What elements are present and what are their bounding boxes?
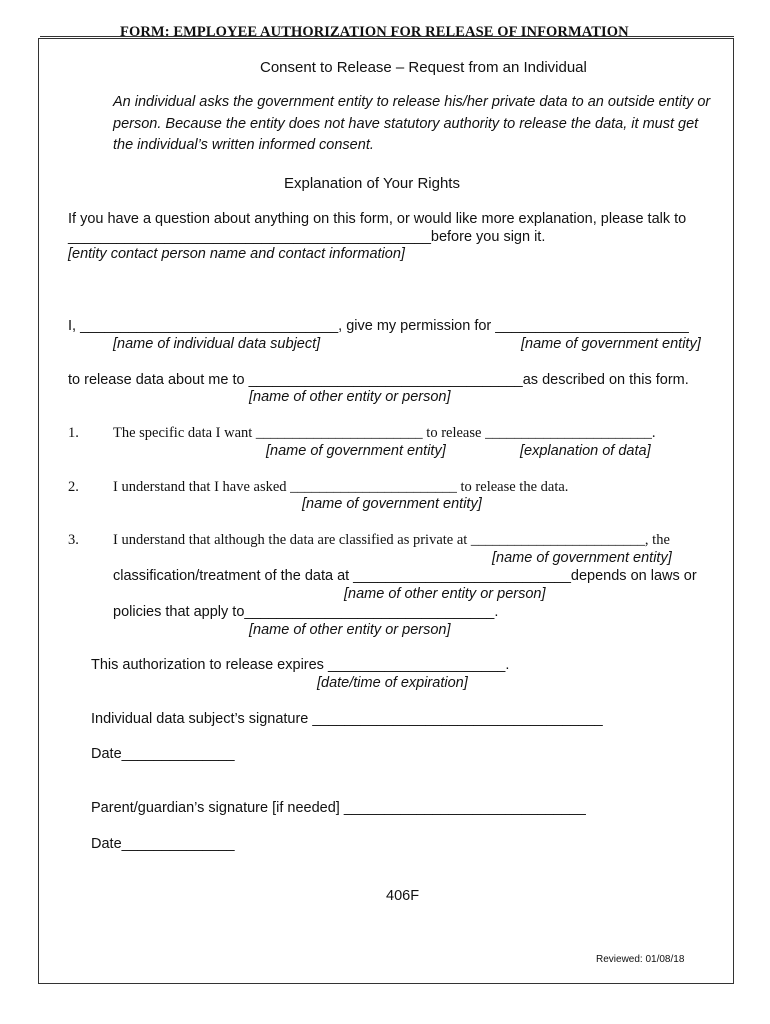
other-entity-label: [name of other entity or person]	[249, 389, 451, 405]
rights-heading: Explanation of Your Rights	[284, 175, 460, 192]
subject-name-label: [name of individual data subject]	[113, 336, 321, 352]
reviewed-date: Reviewed: 01/08/18	[596, 954, 685, 965]
item-3-number: 3.	[68, 532, 79, 548]
item-2-text[interactable]: I understand that I have asked _______________________ to release the data.	[113, 479, 569, 495]
expiration-label: [date/time of expiration]	[317, 675, 468, 691]
contact-label: [entity contact person name and contact information]	[68, 246, 405, 262]
item-1-text[interactable]: The specific data I want _______________________ to release _______________________.	[113, 425, 656, 441]
release-to-line[interactable]: to release data about me to __________________________________as described on this form.	[68, 372, 689, 388]
expiration-line[interactable]: This authorization to release expires ______________________.	[91, 657, 510, 673]
guardian-date-line[interactable]: Date______________	[91, 836, 235, 852]
title-underline	[40, 36, 734, 37]
item-2-number: 2.	[68, 479, 79, 495]
contact-blank-line[interactable]: _____________________________________________before you sign it.	[68, 229, 546, 245]
item-3-text[interactable]: I understand that although the data are classified as private at ________________________, the	[113, 532, 670, 548]
rights-line-1: If you have a question about anything on this form, or would like more explanation, please talk to	[68, 211, 687, 227]
intro-line-1: An individual asks the government entity to release his/her private data to an outside entity or	[113, 94, 711, 110]
item-3-line-3[interactable]: policies that apply to_______________________________.	[113, 604, 499, 620]
signature-date-line[interactable]: Date______________	[91, 746, 235, 762]
guardian-signature-line[interactable]: Parent/guardian’s signature [if needed] ______________________________	[91, 800, 586, 816]
item-3-other-entity-label: [name of other entity or person]	[344, 586, 546, 602]
form-title: FORM: EMPLOYEE AUTHORIZATION FOR RELEASE OF INFORMATION	[120, 24, 629, 40]
item-2-entity-label: [name of government entity]	[302, 496, 482, 512]
item-3-policy-entity-label: [name of other entity or person]	[249, 622, 451, 638]
form-number: 406F	[386, 888, 420, 904]
item-1-entity-label: [name of government entity]	[266, 443, 446, 459]
item-3-entity-label: [name of government entity]	[492, 550, 672, 566]
permission-line[interactable]: I, ________________________________, give my permission for ________________________	[68, 318, 689, 334]
item-3-line-2[interactable]: classification/treatment of the data at ___________________________depends on laws or	[113, 568, 697, 584]
item-1-data-label: [explanation of data]	[520, 443, 651, 459]
form-heading: Consent to Release – Request from an Individual	[260, 59, 587, 76]
item-1-number: 1.	[68, 425, 79, 441]
intro-line-2: person. Because the entity does not have statutory authority to release the data, it must get	[113, 116, 699, 132]
intro-line-3: the individual’s written informed consent.	[113, 137, 374, 153]
entity-name-label: [name of government entity]	[521, 336, 701, 352]
subject-signature-line[interactable]: Individual data subject’s signature ____________________________________	[91, 711, 603, 727]
